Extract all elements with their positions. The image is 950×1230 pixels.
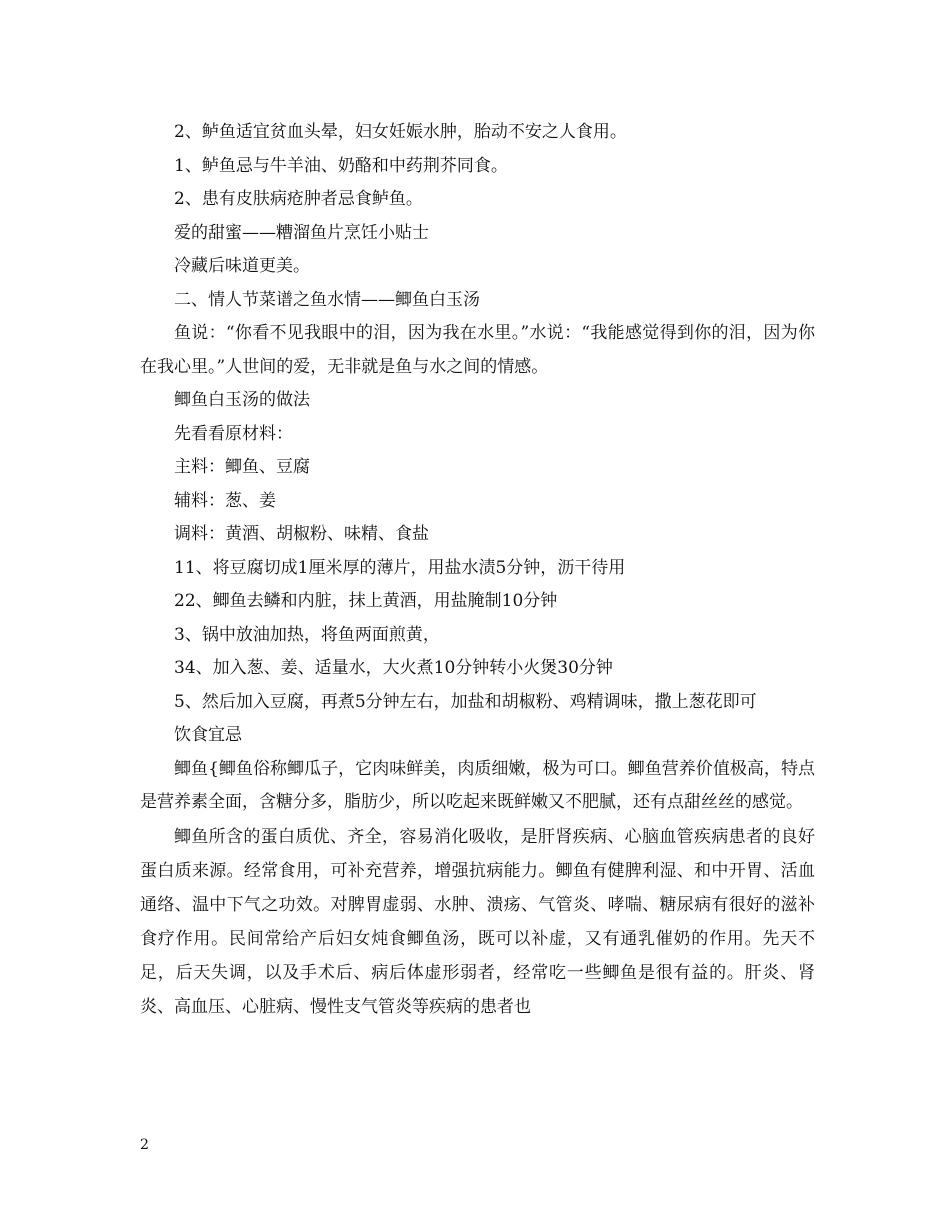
paragraph-step-3: 3、锅中放油加热，将鱼两面煎黄， bbox=[174, 624, 440, 645]
paragraph-recipe-heading: 鲫鱼白玉汤的做法 bbox=[174, 390, 310, 410]
paragraph-tips-body: 冷藏后味道更美。 bbox=[174, 256, 310, 276]
paragraph-perch-avoid-2: 2、患有皮肤病疮肿者忌食鲈鱼。 bbox=[174, 189, 423, 209]
paragraph-perch-avoid-1: 1、鲈鱼忌与牛羊油、奶酪和中药荆芥同食。 bbox=[174, 155, 508, 176]
document-body bbox=[140, 116, 815, 1024]
paragraph-step-1: 11、将豆腐切成1厘米厚的薄片，用盐水渍5分钟，沥干待用 bbox=[174, 557, 626, 578]
paragraph-auxiliary-ingredients: 辅料：葱、姜 bbox=[174, 490, 276, 511]
paragraph-main-ingredients: 主料：鲫鱼、豆腐 bbox=[174, 457, 310, 477]
paragraph-step-4: 34、加入葱、姜、适量水，大火煮10分钟转小火煲30分钟 bbox=[174, 658, 613, 678]
paragraph-crucian-intro: 鲫鱼{鲫鱼俗称鲫瓜子，它肉味鲜美，肉质细嫩，极为可口。鲫鱼营养价值极高，特点是营养素全面，含糖分多，脂肪少，所以吃起来既鲜嫩又不肥腻，还有点甜丝丝的感觉。 bbox=[140, 758, 815, 812]
paragraph-fish-water-quote: 鱼说：“你看不见我眼中的泪，因为我在水里。”水说：“我能感觉得到你的泪，因为你在我心里。”人世间的爱，无非就是鱼与水之间的情感。 bbox=[140, 323, 815, 377]
paragraph-crucian-benefits: 鲫鱼所含的蛋白质优、齐全，容易消化吸收，是肝肾疾病、心脑血管疾病患者的良好蛋白质来源。经常食用，可补充营养，增强抗病能力。鲫鱼有健脾利湿、和中开胃、活血通络、温中下气之功效。对脾胃虚弱、水肿、溃疡、气管炎、哮喘、糖尿病有很好的滋补食疗作用。民间常给产后妇女炖食鲫鱼汤，既可以补虚，又有通乳催奶的作用。先天不足，后天失调，以及手术后、病后体虚形弱者，经常吃一些鲫鱼是很有益的。肝炎、肾炎、高血压、心脏病、慢性支气管炎等疾病的患者也 bbox=[140, 826, 815, 1017]
section-heading-crucian-soup: 二、情人节菜谱之鱼水情——鲫鱼白玉汤 bbox=[174, 289, 480, 310]
paragraph-perch-suitable: 2、鲈鱼适宜贫血头晕，妇女妊娠水肿，胎动不安之人食用。 bbox=[174, 122, 627, 142]
paragraph-step-2: 22、鲫鱼去鳞和内脏，抹上黄酒，用盐腌制10分钟 bbox=[174, 591, 558, 611]
paragraph-tips-heading: 爱的甜蜜——糟溜鱼片烹饪小贴士 bbox=[174, 222, 429, 243]
page-number: 2 bbox=[140, 1137, 149, 1153]
paragraph-diet-heading: 饮食宜忌 bbox=[174, 725, 242, 745]
paragraph-seasonings: 调料：黄酒、胡椒粉、味精、食盐 bbox=[174, 524, 429, 544]
paragraph-step-5: 5、然后加入豆腐，再煮5分钟左右，加盐和胡椒粉、鸡精调味，撒上葱花即可 bbox=[174, 691, 757, 712]
paragraph-ingredients-intro: 先看看原材料： bbox=[174, 423, 293, 444]
